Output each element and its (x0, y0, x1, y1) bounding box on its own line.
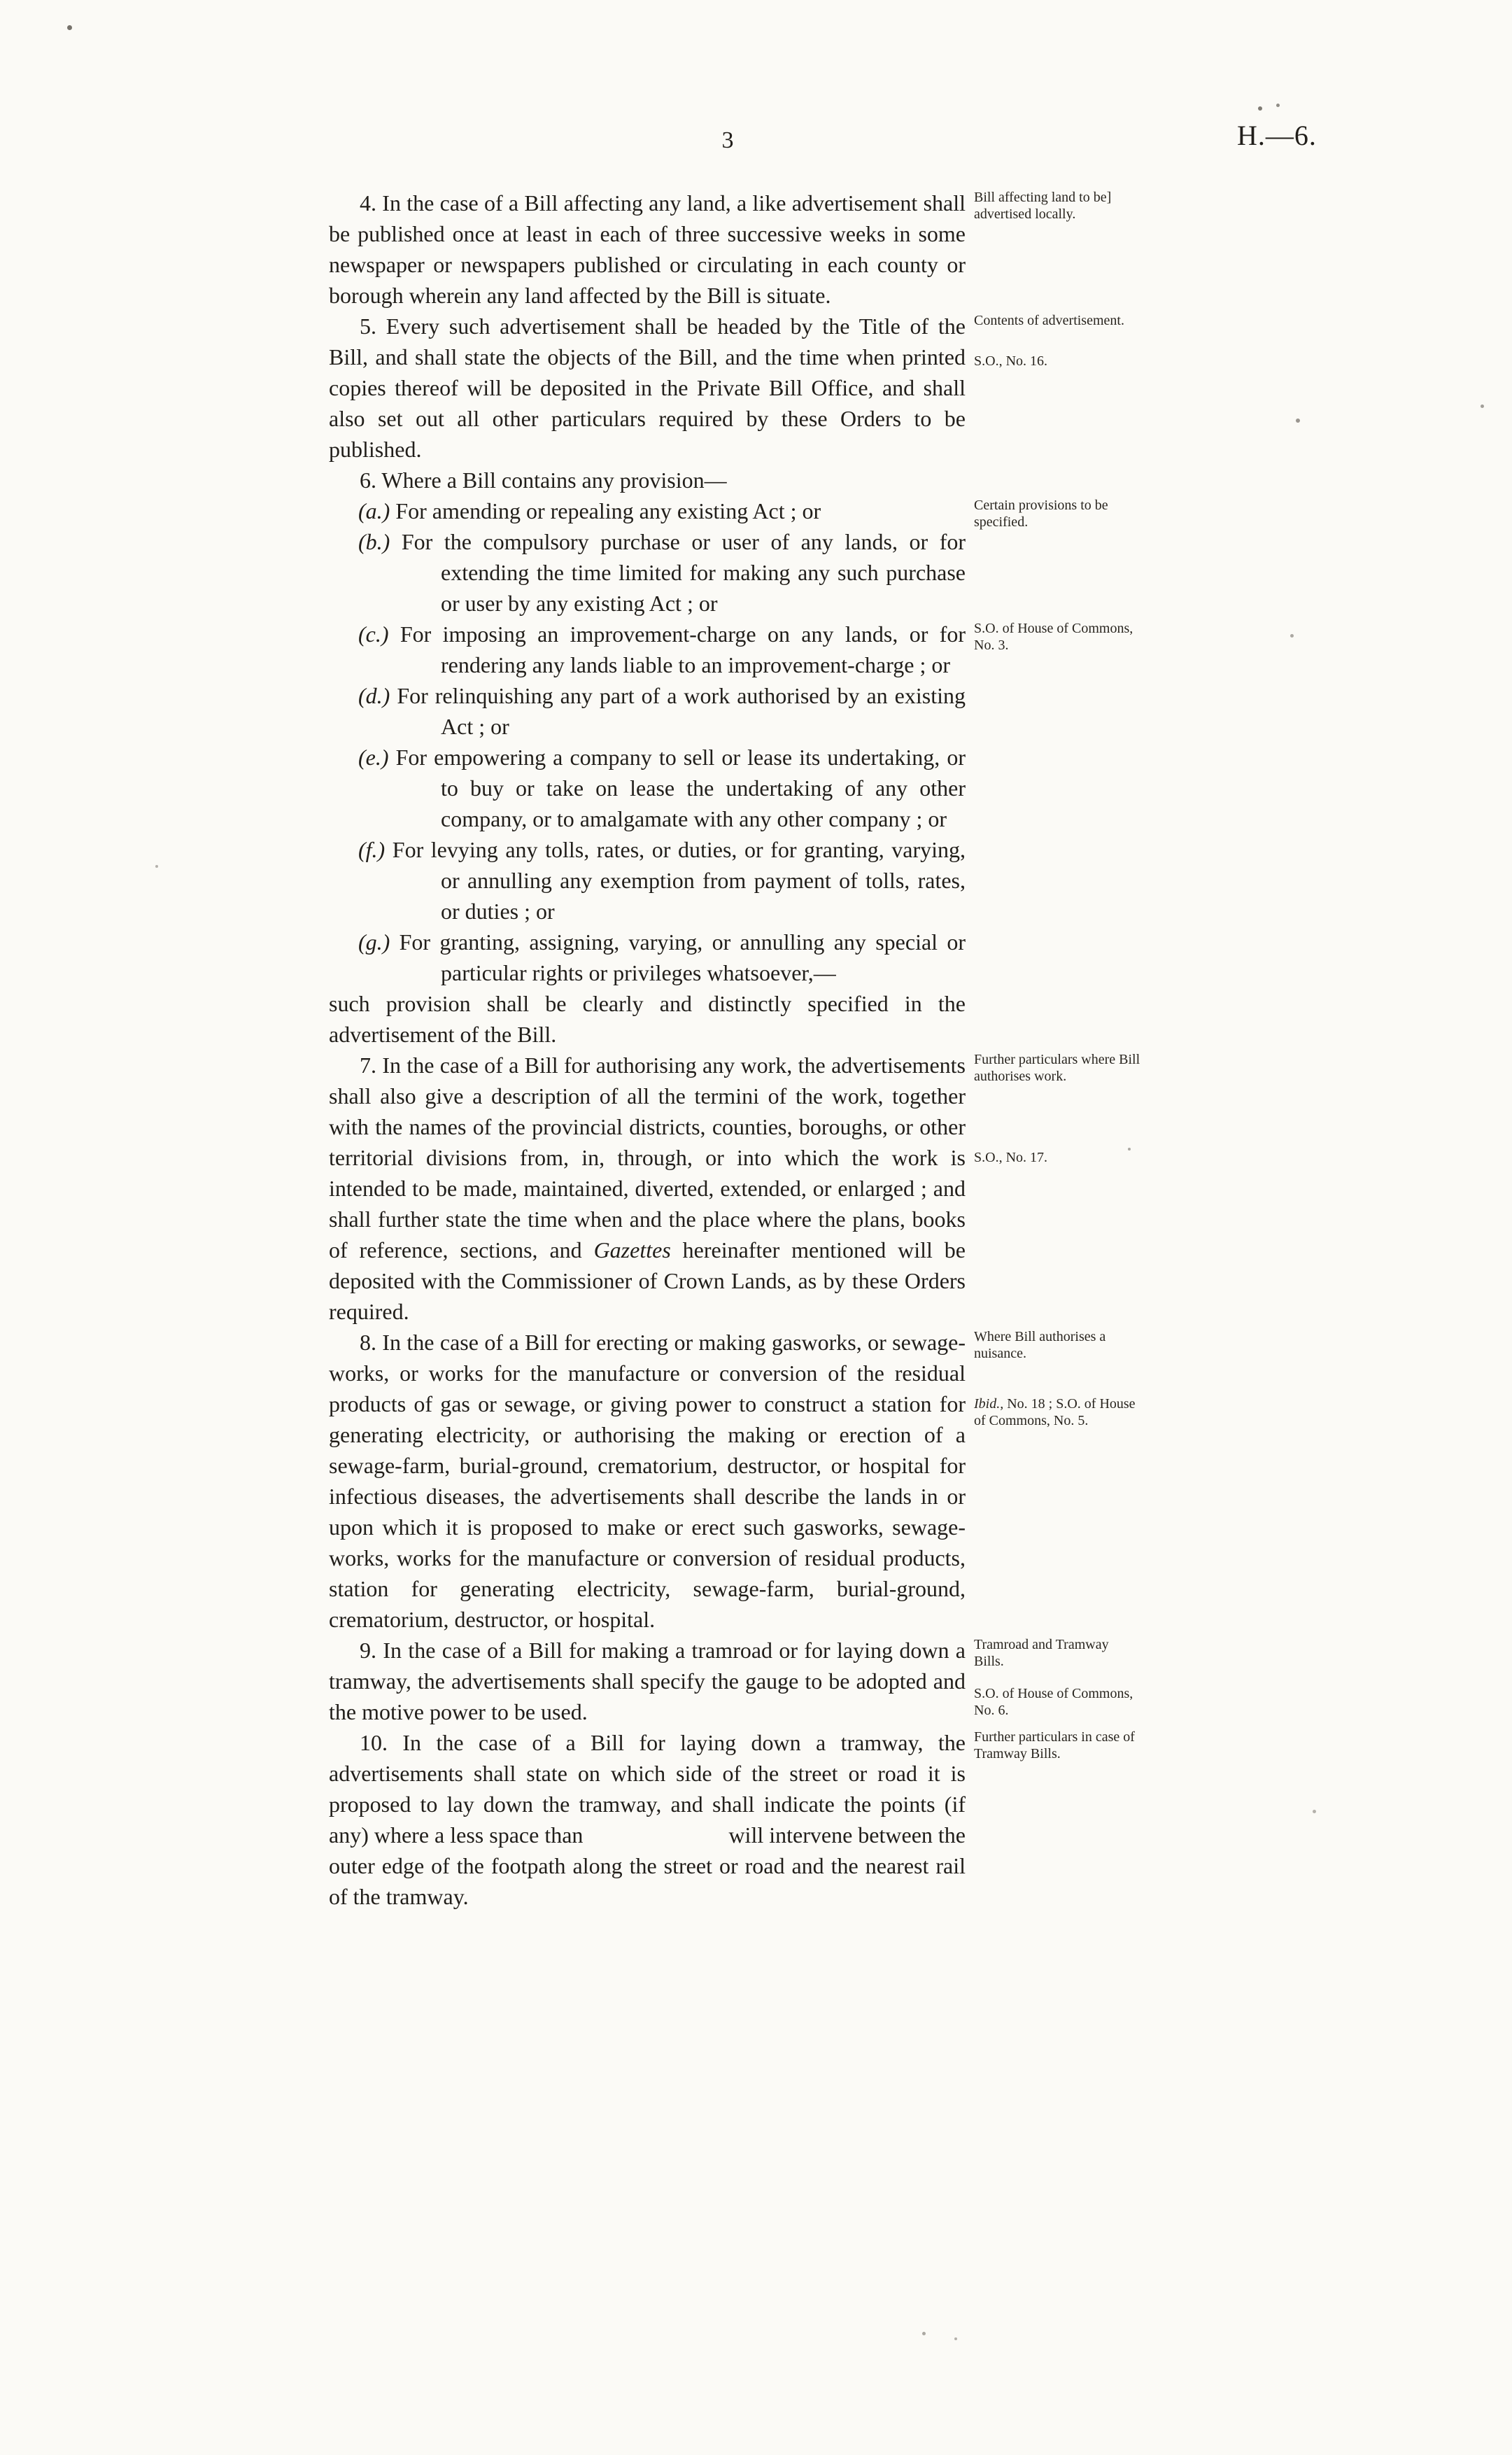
paragraph-5 (329, 311, 1124, 465)
item-c-text: For imposing an improvement-charge on any lands, or for rendering any lands liable to an improvement-charge ; or (400, 621, 966, 677)
paragraph-6 (329, 465, 1133, 1050)
provision-item-b (329, 526, 966, 619)
paragraph-6-conclusion: such provision shall be clearly and distinctly specified in the advertisement of the Bill. (329, 991, 966, 1047)
paragraph-9 (329, 1635, 1133, 1727)
margin-note-so-no-17: S.O., No. 17. (974, 1150, 1048, 1165)
item-f-text: For levying any tolls, rates, or duties, or for granting, varying, or annulling any exemption from payment of tolls, rates, or duties ; or (392, 837, 966, 924)
margin-note-so-house-commons-no-6: S.O. of House of Commons, No. 6. (974, 1686, 1133, 1718)
paragraph-9-text: 9. In the case of a Bill for making a tramroad or for laying down a tramway, the advertisements shall specify the gauge to be adopted and the motive power to be used. (329, 1638, 966, 1724)
margin-note-bill-authorises-nuisance: Where Bill authorises a nuisance. (974, 1329, 1106, 1361)
provision-item-g (329, 927, 966, 988)
paragraph-8 (329, 1327, 1136, 1635)
item-a-label: (a.) (358, 498, 390, 523)
item-b-label: (b.) (358, 529, 390, 554)
item-e-label: (e.) (358, 745, 389, 770)
item-e-text: For empowering a company to sell or lease its undertaking, or to buy or take on lease the undertaking of any other company, or to amalgamate with any other company ; or (395, 745, 966, 831)
margin-note-further-particulars-tramway: Further particulars in case of Tramway Bills. (974, 1729, 1135, 1761)
item-a-text: For amending or repealing any existing Act ; or (395, 498, 821, 523)
paragraph-4 (329, 188, 1112, 311)
paragraph-10 (329, 1727, 1135, 1912)
ibid-reference-rest: No. 18 ; S.O. of House of Commons, No. 5. (974, 1396, 1136, 1428)
item-g-label: (g.) (358, 929, 390, 955)
scan-speckle (1290, 634, 1294, 638)
scan-speckle (1313, 1810, 1316, 1813)
provision-item-e (329, 742, 966, 834)
main-text-column (329, 188, 1140, 1912)
ibid-reference: Ibid., (974, 1396, 1004, 1412)
scan-speckle (1128, 1148, 1131, 1151)
provision-item-d (329, 680, 966, 742)
scan-speckle (1296, 418, 1300, 423)
paragraph-5-text: 5. Every such advertisement shall be headed by the Title of the Bill, and shall state the objects of the Bill, and the time when printed copies thereof will be deposited in the Private Bill Office, and shall also set out all other particulars required by these Orders to be published. (329, 314, 966, 462)
page-number: 3 (721, 127, 734, 153)
document-reference: H.—6. (1237, 120, 1317, 151)
scan-speckle (1481, 405, 1484, 408)
paragraph-7 (329, 1050, 1140, 1327)
margin-note-ibid-no-18 (974, 1395, 1140, 1429)
provision-item-c (329, 619, 1133, 680)
scan-speckle (922, 2332, 926, 2335)
margin-note-contents-of-advertisement: Contents of advertisement. (974, 313, 1124, 328)
paragraph-7-text (329, 1050, 966, 1327)
provision-item-f (329, 834, 966, 927)
margin-note-so-no-16: S.O., No. 16. (974, 353, 1048, 369)
margin-note-bill-affecting-land: Bill affecting land to be] advertised locally. (974, 190, 1112, 222)
item-b-text: For the compulsory purchase or user of any lands, or for extending the time limited for making any such purchase or user by any existing Act ; or (401, 529, 966, 616)
item-d-label: (d.) (358, 683, 390, 708)
scan-speckle (67, 25, 72, 30)
item-c-label: (c.) (358, 621, 389, 647)
item-g-text: For granting, assigning, varying, or annulling any special or particular rights or privileges whatsoever,— (399, 929, 966, 985)
scan-speckle (1276, 104, 1280, 107)
paragraph-10-text: 10. In the case of a Bill for laying down a tramway, the advertisements shall state on which side of the street or road it is proposed to lay down the tramway, and shall indicate the points (if any) where a less space than will intervene between the outer edge of the footpath along the street or road and the nearest rail of the tramway. (329, 1730, 966, 1909)
paragraph-7-text-post: hereinafter mentioned will be deposited with the Commissioner of Crown Lands, as by these Orders required. (329, 1237, 966, 1324)
provision-item-a (329, 495, 1108, 530)
paragraph-4-text: 4. In the case of a Bill affecting any land, a like advertisement shall be published once at least in each of three successive weeks in some newspaper or newspapers published or circulating in each county or borough wherein any land affected by the Bill is situate. (329, 190, 966, 308)
paragraph-6-intro: 6. Where a Bill contains any provision— (360, 467, 727, 493)
item-d-text: For relinquishing any part of a work authorised by an existing Act ; or (397, 683, 966, 739)
gazettes-italic-word: Gazettes (593, 1237, 671, 1262)
margin-note-further-particulars-work: Further particulars where Bill authorises work. (974, 1052, 1140, 1084)
margin-note-certain-provisions: Certain provisions to be specified. (974, 498, 1108, 530)
margin-note-so-house-commons-no-3: S.O. of House of Commons, No. 3. (974, 621, 1133, 653)
scan-speckle (1258, 106, 1262, 111)
paragraph-7-text-pre: 7. In the case of a Bill for authorising any work, the advertisements shall also give a description of all the termini of the work, together with the names of the provincial districts, counties, boroughs, or other territorial divisions from, in, through, or into which the work is intended to be made, maintained, diverted, extended, or enlarged ; and shall further state the time when and the place where the plans, books of reference, sections, and (329, 1053, 966, 1262)
margin-note-tramroad-tramway-bills: Tramroad and Tramway Bills. (974, 1637, 1109, 1669)
scan-speckle (155, 865, 158, 868)
paragraph-8-text: 8. In the case of a Bill for erecting or making gasworks, or sewage-works, or works for the manufacture or conversion of the residual products of gas or sewage, or giving power to construct a station for generating electricity, or authorising the making or erection of a sewage-farm, burial-ground, crematorium, destructor, or hospital for infectious diseases, the advertisements shall describe the lands in or upon which it is proposed to make or erect such gasworks, sewage-works, works for the manufacture or conversion of residual products, station for generating electricity, sewage-farm, burial-ground, crematorium, destructor, or hospital. (329, 1330, 966, 1632)
scan-speckle (954, 2337, 957, 2340)
item-f-label: (f.) (358, 837, 386, 862)
